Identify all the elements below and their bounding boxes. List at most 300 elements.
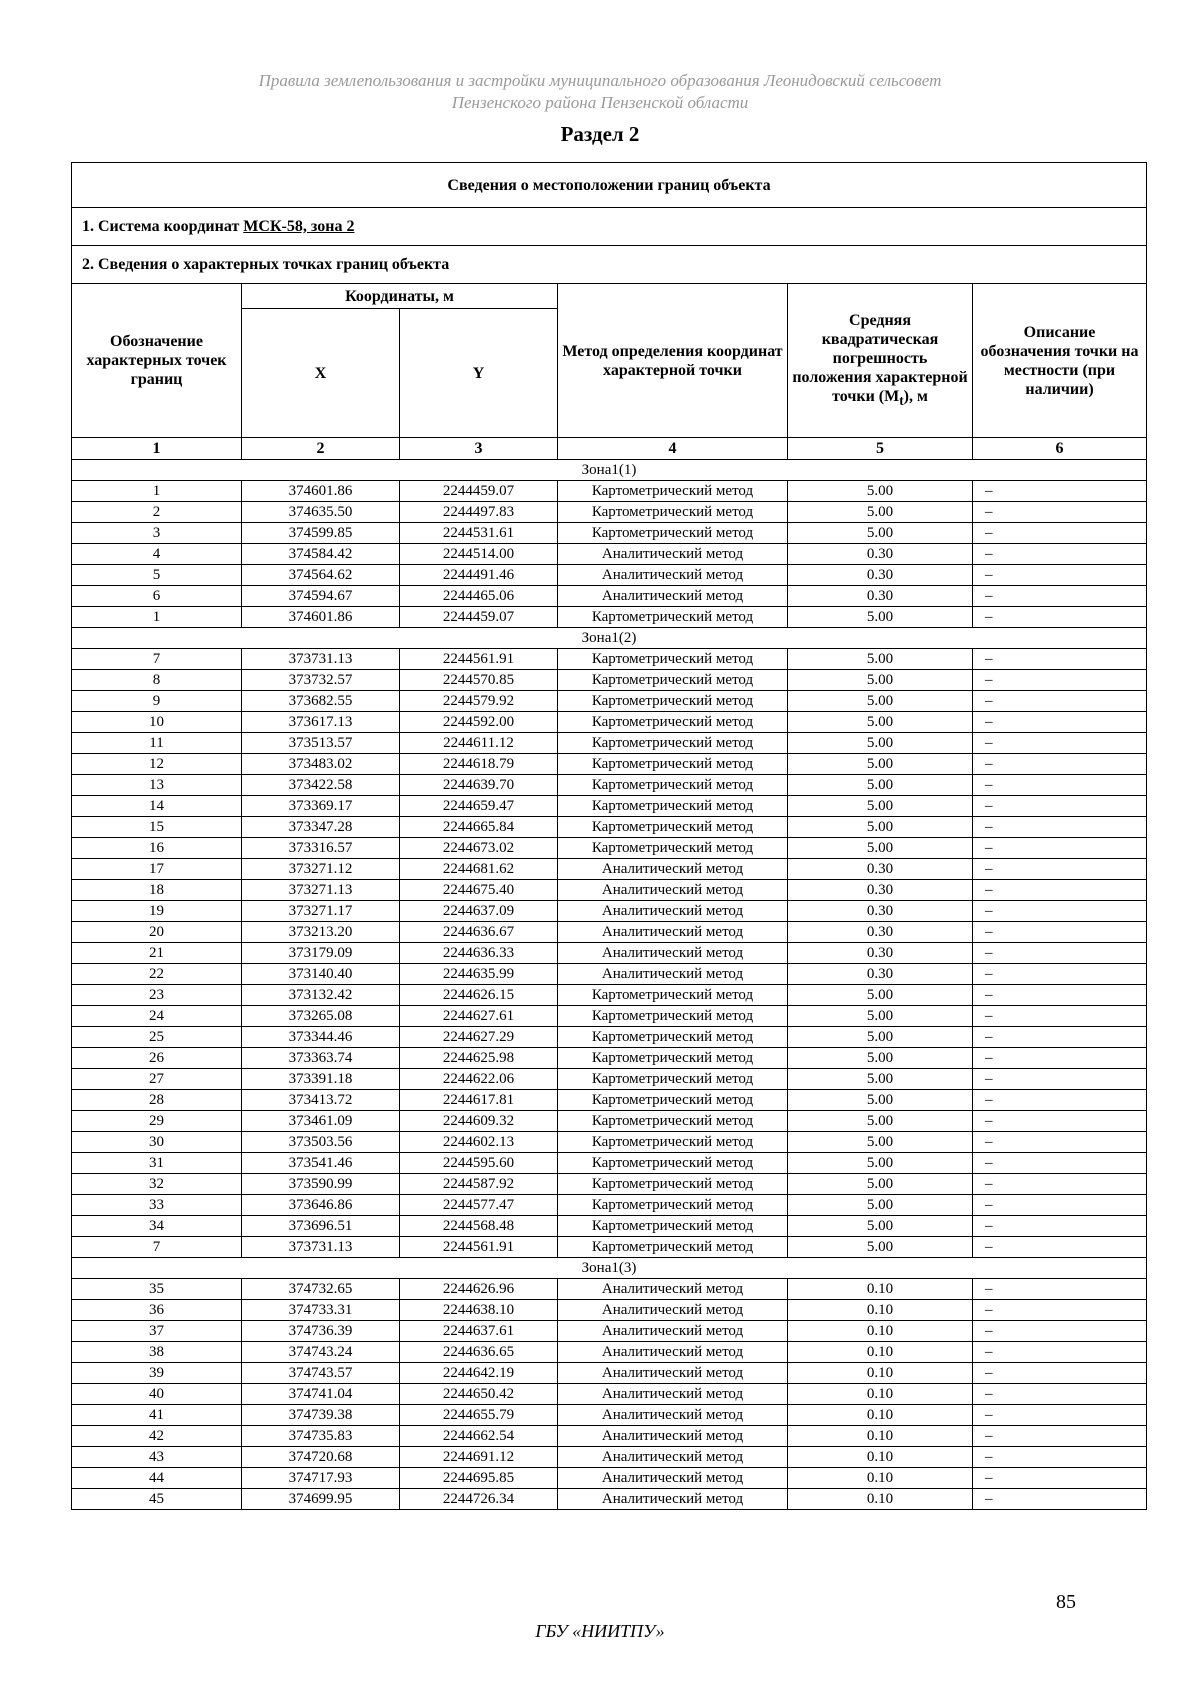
cell-y: 2244626.96	[400, 1279, 558, 1300]
header-coords: Координаты, м	[242, 284, 558, 309]
header-point: Обозначение характерных точек границ	[72, 284, 242, 438]
column-number: 2	[242, 438, 400, 460]
cell-method: Аналитический метод	[558, 1489, 788, 1510]
cell-method: Картометрический метод	[558, 1153, 788, 1174]
cell-point: 42	[72, 1426, 242, 1447]
cell-point: 10	[72, 712, 242, 733]
cell-point: 36	[72, 1300, 242, 1321]
cell-point: 1	[72, 607, 242, 628]
cell-x: 374601.86	[242, 481, 400, 502]
cell-y: 2244514.00	[400, 544, 558, 565]
cell-error: 5.00	[788, 502, 973, 523]
boundary-points-table	[71, 162, 1147, 1510]
cell-x: 373590.99	[242, 1174, 400, 1195]
cell-y: 2244636.65	[400, 1342, 558, 1363]
cell-point: 9	[72, 691, 242, 712]
table-row	[72, 1447, 1147, 1468]
table-row	[72, 1111, 1147, 1132]
cell-point: 19	[72, 901, 242, 922]
cell-y: 2244459.07	[400, 607, 558, 628]
cell-error: 5.00	[788, 1006, 973, 1027]
table-row	[72, 544, 1147, 565]
cell-x: 373682.55	[242, 691, 400, 712]
cell-point: 13	[72, 775, 242, 796]
cell-error: 5.00	[788, 1237, 973, 1258]
cell-error: 5.00	[788, 1132, 973, 1153]
cell-y: 2244726.34	[400, 1489, 558, 1510]
cell-description: –	[973, 670, 1147, 691]
cell-x: 373617.13	[242, 712, 400, 733]
cell-error: 0.30	[788, 859, 973, 880]
cell-method: Картометрический метод	[558, 1090, 788, 1111]
cell-x: 374717.93	[242, 1468, 400, 1489]
cell-method: Картометрический метод	[558, 1006, 788, 1027]
cell-description: –	[973, 502, 1147, 523]
cell-description: –	[973, 1216, 1147, 1237]
cell-method: Картометрический метод	[558, 1069, 788, 1090]
zone-row	[72, 628, 1147, 649]
cell-y: 2244531.61	[400, 523, 558, 544]
zone-label: Зона1(2)	[72, 628, 1147, 649]
cell-error: 5.00	[788, 1048, 973, 1069]
cell-point: 6	[72, 586, 242, 607]
table-row	[72, 985, 1147, 1006]
cell-error: 5.00	[788, 985, 973, 1006]
table-row	[72, 1468, 1147, 1489]
cell-y: 2244618.79	[400, 754, 558, 775]
cell-error: 5.00	[788, 1153, 973, 1174]
cell-description: –	[973, 922, 1147, 943]
cell-x: 373179.09	[242, 943, 400, 964]
cell-x: 373363.74	[242, 1048, 400, 1069]
header-row-1	[72, 284, 1147, 309]
table-row	[72, 1237, 1147, 1258]
cell-y: 2244622.06	[400, 1069, 558, 1090]
cell-y: 2244568.48	[400, 1216, 558, 1237]
cell-description: –	[973, 1027, 1147, 1048]
cell-point: 21	[72, 943, 242, 964]
cell-description: –	[973, 1447, 1147, 1468]
coord-system-row	[72, 208, 1147, 246]
cell-x: 374735.83	[242, 1426, 400, 1447]
cell-point: 20	[72, 922, 242, 943]
cell-y: 2244465.06	[400, 586, 558, 607]
cell-y: 2244459.07	[400, 481, 558, 502]
table-row	[72, 922, 1147, 943]
cell-error: 0.30	[788, 880, 973, 901]
cell-description: –	[973, 1342, 1147, 1363]
header-error-sub: t	[899, 393, 904, 409]
cell-error: 0.10	[788, 1468, 973, 1489]
cell-method: Картометрический метод	[558, 1027, 788, 1048]
cell-y: 2244609.32	[400, 1111, 558, 1132]
zone-label: Зона1(1)	[72, 460, 1147, 481]
cell-x: 373271.13	[242, 880, 400, 901]
points-title-row	[72, 246, 1147, 284]
table-row	[72, 1216, 1147, 1237]
cell-description: –	[973, 964, 1147, 985]
cell-point: 32	[72, 1174, 242, 1195]
cell-point: 24	[72, 1006, 242, 1027]
cell-x: 373369.17	[242, 796, 400, 817]
cell-method: Картометрический метод	[558, 691, 788, 712]
cell-method: Картометрический метод	[558, 775, 788, 796]
coord-system-label: 1. Система координат	[82, 218, 244, 235]
page-number: 85	[1056, 1591, 1076, 1613]
cell-description: –	[973, 1489, 1147, 1510]
cell-point: 1	[72, 481, 242, 502]
table-row	[72, 586, 1147, 607]
cell-error: 0.30	[788, 586, 973, 607]
cell-description: –	[973, 817, 1147, 838]
cell-error: 0.10	[788, 1300, 973, 1321]
cell-method: Аналитический метод	[558, 1300, 788, 1321]
cell-y: 2244665.84	[400, 817, 558, 838]
cell-method: Картометрический метод	[558, 838, 788, 859]
cell-description: –	[973, 1300, 1147, 1321]
column-number: 5	[788, 438, 973, 460]
cell-y: 2244635.99	[400, 964, 558, 985]
cell-error: 0.30	[788, 943, 973, 964]
cell-error: 5.00	[788, 775, 973, 796]
cell-description: –	[973, 1279, 1147, 1300]
cell-y: 2244497.83	[400, 502, 558, 523]
table-title-row	[72, 163, 1147, 208]
cell-error: 0.10	[788, 1279, 973, 1300]
cell-x: 373271.17	[242, 901, 400, 922]
column-number: 1	[72, 438, 242, 460]
cell-y: 2244695.85	[400, 1468, 558, 1489]
table-row	[72, 712, 1147, 733]
header-error-text: Средняя квадратическая погрешность положения характерной точки (М	[792, 311, 968, 405]
cell-method: Аналитический метод	[558, 1363, 788, 1384]
cell-x: 374599.85	[242, 523, 400, 544]
cell-description: –	[973, 1090, 1147, 1111]
cell-point: 39	[72, 1363, 242, 1384]
cell-x: 374741.04	[242, 1384, 400, 1405]
cell-description: –	[973, 1321, 1147, 1342]
cell-method: Аналитический метод	[558, 1342, 788, 1363]
cell-y: 2244638.10	[400, 1300, 558, 1321]
cell-description: –	[973, 1153, 1147, 1174]
cell-point: 5	[72, 565, 242, 586]
table-row	[72, 775, 1147, 796]
cell-method: Картометрический метод	[558, 523, 788, 544]
cell-error: 0.10	[788, 1426, 973, 1447]
header-x: X	[242, 309, 400, 438]
cell-point: 25	[72, 1027, 242, 1048]
cell-x: 373646.86	[242, 1195, 400, 1216]
cell-y: 2244642.19	[400, 1363, 558, 1384]
cell-method: Картометрический метод	[558, 670, 788, 691]
cell-y: 2244691.12	[400, 1447, 558, 1468]
cell-y: 2244636.67	[400, 922, 558, 943]
cell-error: 5.00	[788, 481, 973, 502]
cell-description: –	[973, 1468, 1147, 1489]
table-row	[72, 649, 1147, 670]
cell-method: Картометрический метод	[558, 1111, 788, 1132]
table-row	[72, 1384, 1147, 1405]
cell-y: 2244675.40	[400, 880, 558, 901]
table-row	[72, 1195, 1147, 1216]
table-row	[72, 1279, 1147, 1300]
cell-y: 2244579.92	[400, 691, 558, 712]
cell-point: 17	[72, 859, 242, 880]
cell-point: 28	[72, 1090, 242, 1111]
cell-point: 35	[72, 1279, 242, 1300]
cell-y: 2244637.61	[400, 1321, 558, 1342]
cell-x: 373513.57	[242, 733, 400, 754]
cell-description: –	[973, 901, 1147, 922]
cell-y: 2244491.46	[400, 565, 558, 586]
cell-method: Картометрический метод	[558, 1048, 788, 1069]
cell-point: 45	[72, 1489, 242, 1510]
cell-method: Аналитический метод	[558, 1384, 788, 1405]
cell-error: 5.00	[788, 733, 973, 754]
cell-point: 33	[72, 1195, 242, 1216]
cell-y: 2244611.12	[400, 733, 558, 754]
table-row	[72, 1153, 1147, 1174]
cell-point: 27	[72, 1069, 242, 1090]
cell-method: Аналитический метод	[558, 880, 788, 901]
cell-method: Картометрический метод	[558, 1216, 788, 1237]
cell-method: Аналитический метод	[558, 1321, 788, 1342]
cell-y: 2244659.47	[400, 796, 558, 817]
cell-error: 0.10	[788, 1321, 973, 1342]
cell-x: 373461.09	[242, 1111, 400, 1132]
cell-method: Картометрический метод	[558, 712, 788, 733]
cell-method: Аналитический метод	[558, 1447, 788, 1468]
header-description: Описание обозначения точки на местности (при наличии)	[973, 284, 1147, 438]
cell-x: 374733.31	[242, 1300, 400, 1321]
cell-y: 2244626.15	[400, 985, 558, 1006]
cell-description: –	[973, 523, 1147, 544]
cell-method: Аналитический метод	[558, 1426, 788, 1447]
cell-point: 2	[72, 502, 242, 523]
cell-description: –	[973, 1384, 1147, 1405]
cell-description: –	[973, 880, 1147, 901]
cell-error: 5.00	[788, 649, 973, 670]
zone-row	[72, 460, 1147, 481]
table-row	[72, 523, 1147, 544]
cell-x: 373541.46	[242, 1153, 400, 1174]
cell-method: Картометрический метод	[558, 1195, 788, 1216]
cell-x: 374720.68	[242, 1447, 400, 1468]
points-title: 2. Сведения о характерных точках границ объекта	[72, 246, 1147, 284]
column-number: 3	[400, 438, 558, 460]
cell-x: 374584.42	[242, 544, 400, 565]
cell-x: 373503.56	[242, 1132, 400, 1153]
cell-error: 5.00	[788, 796, 973, 817]
header-method: Метод определения координат характерной точки	[558, 284, 788, 438]
cell-error: 5.00	[788, 838, 973, 859]
column-numbers-row	[72, 438, 1147, 460]
cell-y: 2244673.02	[400, 838, 558, 859]
header-error-suffix: ), м	[903, 387, 928, 405]
cell-error: 0.30	[788, 922, 973, 943]
cell-method: Аналитический метод	[558, 943, 788, 964]
page-header	[0, 70, 1200, 114]
cell-error: 5.00	[788, 1216, 973, 1237]
header-error	[788, 284, 973, 438]
cell-point: 29	[72, 1111, 242, 1132]
cell-y: 2244592.00	[400, 712, 558, 733]
cell-point: 3	[72, 523, 242, 544]
cell-method: Картометрический метод	[558, 1132, 788, 1153]
cell-description: –	[973, 733, 1147, 754]
table-row	[72, 859, 1147, 880]
cell-point: 7	[72, 1237, 242, 1258]
cell-description: –	[973, 1426, 1147, 1447]
cell-point: 7	[72, 649, 242, 670]
table-row	[72, 565, 1147, 586]
cell-method: Аналитический метод	[558, 1405, 788, 1426]
coord-system-value: МСК-58, зона 2	[243, 218, 355, 235]
cell-error: 0.10	[788, 1384, 973, 1405]
table-row	[72, 1300, 1147, 1321]
cell-x: 374635.50	[242, 502, 400, 523]
table-row	[72, 796, 1147, 817]
cell-method: Аналитический метод	[558, 565, 788, 586]
cell-description: –	[973, 607, 1147, 628]
cell-method: Аналитический метод	[558, 964, 788, 985]
cell-error: 0.10	[788, 1447, 973, 1468]
cell-error: 0.30	[788, 901, 973, 922]
column-number: 4	[558, 438, 788, 460]
table-row	[72, 691, 1147, 712]
cell-x: 374732.65	[242, 1279, 400, 1300]
cell-y: 2244587.92	[400, 1174, 558, 1195]
cell-error: 5.00	[788, 754, 973, 775]
table-row	[72, 1426, 1147, 1447]
table-row	[72, 1405, 1147, 1426]
cell-point: 15	[72, 817, 242, 838]
cell-point: 38	[72, 1342, 242, 1363]
cell-x: 373732.57	[242, 670, 400, 691]
cell-y: 2244570.85	[400, 670, 558, 691]
cell-x: 373316.57	[242, 838, 400, 859]
cell-method: Аналитический метод	[558, 1279, 788, 1300]
table-row	[72, 943, 1147, 964]
table-row	[72, 1363, 1147, 1384]
cell-error: 0.10	[788, 1342, 973, 1363]
header-y: Y	[400, 309, 558, 438]
cell-x: 374736.39	[242, 1321, 400, 1342]
cell-method: Картометрический метод	[558, 481, 788, 502]
cell-y: 2244617.81	[400, 1090, 558, 1111]
zone-row	[72, 1258, 1147, 1279]
table-row	[72, 1006, 1147, 1027]
cell-y: 2244637.09	[400, 901, 558, 922]
cell-x: 374699.95	[242, 1489, 400, 1510]
cell-y: 2244681.62	[400, 859, 558, 880]
cell-method: Картометрический метод	[558, 1174, 788, 1195]
cell-x: 374564.62	[242, 565, 400, 586]
cell-description: –	[973, 1069, 1147, 1090]
cell-point: 37	[72, 1321, 242, 1342]
table-row	[72, 1048, 1147, 1069]
table-row	[72, 838, 1147, 859]
cell-y: 2244627.61	[400, 1006, 558, 1027]
cell-description: –	[973, 775, 1147, 796]
cell-method: Картометрический метод	[558, 796, 788, 817]
cell-description: –	[973, 838, 1147, 859]
table-row	[72, 1342, 1147, 1363]
header-line-2: Пензенского района Пензенской области	[451, 93, 749, 112]
cell-error: 5.00	[788, 1195, 973, 1216]
cell-error: 5.00	[788, 1090, 973, 1111]
cell-method: Аналитический метод	[558, 586, 788, 607]
cell-point: 41	[72, 1405, 242, 1426]
cell-point: 30	[72, 1132, 242, 1153]
cell-y: 2244639.70	[400, 775, 558, 796]
cell-description: –	[973, 1132, 1147, 1153]
table-row	[72, 1027, 1147, 1048]
cell-point: 23	[72, 985, 242, 1006]
table-row	[72, 502, 1147, 523]
cell-point: 43	[72, 1447, 242, 1468]
cell-x: 373391.18	[242, 1069, 400, 1090]
cell-method: Картометрический метод	[558, 607, 788, 628]
cell-error: 5.00	[788, 1069, 973, 1090]
zone-label: Зона1(3)	[72, 1258, 1147, 1279]
cell-y: 2244625.98	[400, 1048, 558, 1069]
table-row	[72, 1174, 1147, 1195]
cell-x: 373731.13	[242, 1237, 400, 1258]
cell-error: 0.30	[788, 964, 973, 985]
table-row	[72, 1069, 1147, 1090]
cell-description: –	[973, 1363, 1147, 1384]
cell-x: 373265.08	[242, 1006, 400, 1027]
table-title: Сведения о местоположении границ объекта	[72, 163, 1147, 208]
cell-description: –	[973, 1111, 1147, 1132]
cell-error: 0.10	[788, 1489, 973, 1510]
cell-point: 8	[72, 670, 242, 691]
table-row	[72, 670, 1147, 691]
cell-error: 0.10	[788, 1363, 973, 1384]
cell-x: 374743.24	[242, 1342, 400, 1363]
cell-description: –	[973, 754, 1147, 775]
cell-x: 374743.57	[242, 1363, 400, 1384]
cell-description: –	[973, 1237, 1147, 1258]
cell-error: 5.00	[788, 1174, 973, 1195]
cell-method: Картометрический метод	[558, 754, 788, 775]
cell-y: 2244655.79	[400, 1405, 558, 1426]
cell-point: 4	[72, 544, 242, 565]
cell-x: 373347.28	[242, 817, 400, 838]
cell-point: 31	[72, 1153, 242, 1174]
cell-x: 373213.20	[242, 922, 400, 943]
cell-error: 5.00	[788, 607, 973, 628]
cell-description: –	[973, 712, 1147, 733]
cell-x: 373422.58	[242, 775, 400, 796]
cell-x: 373413.72	[242, 1090, 400, 1111]
cell-description: –	[973, 943, 1147, 964]
cell-point: 11	[72, 733, 242, 754]
cell-method: Картометрический метод	[558, 817, 788, 838]
cell-method: Картометрический метод	[558, 733, 788, 754]
table-row	[72, 607, 1147, 628]
cell-method: Аналитический метод	[558, 859, 788, 880]
cell-method: Аналитический метод	[558, 1468, 788, 1489]
cell-error: 0.30	[788, 565, 973, 586]
cell-point: 16	[72, 838, 242, 859]
cell-point: 44	[72, 1468, 242, 1489]
cell-method: Картометрический метод	[558, 502, 788, 523]
table-row	[72, 1132, 1147, 1153]
cell-x: 374594.67	[242, 586, 400, 607]
cell-description: –	[973, 565, 1147, 586]
